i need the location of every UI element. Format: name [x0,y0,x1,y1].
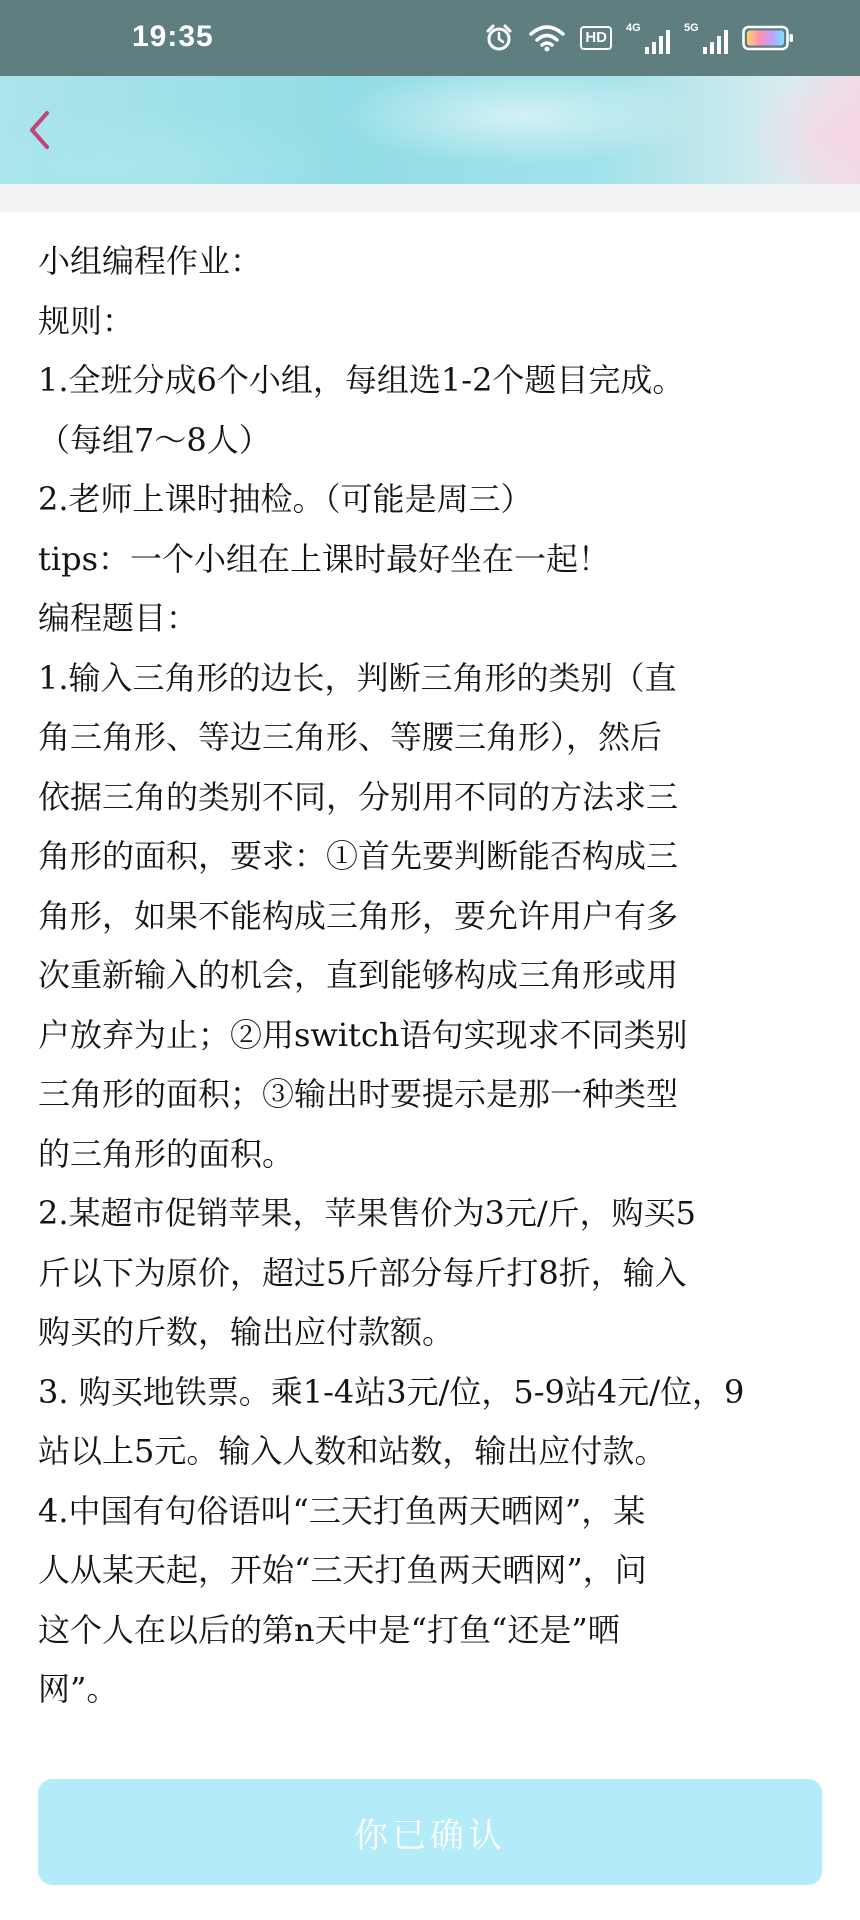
tips-line: tips：一个小组在上课时最好坐在一起！ [38,539,611,578]
topic-line: 三角形的面积；③输出时要提示是那一种类型 [38,1075,679,1113]
topic-line: 依据三角的类别不同，分别用不同的方法求三 [38,777,679,816]
topic-line: 购买的斤数，输出应付款额。 [38,1313,455,1351]
status-time: 19:35 [132,20,214,53]
topics-heading: 编程题目： [38,599,199,637]
topic-line: 网”。 [38,1670,119,1708]
wifi-icon [528,23,566,53]
signal-4g-icon [626,22,670,54]
rule-line: 1.全班分成6个小组，每组选1-2个题目完成。 [38,361,685,399]
topic-line: 斤以下为原价，超过5斤部分每斤打8折，输入 [38,1253,687,1292]
rule-line: （每组7～8人） [38,420,271,459]
topic-line: 3. 购买地铁票。乘1-4站3元/位，5-9站4元/位，9 [38,1372,745,1411]
status-icons [484,20,794,56]
battery-icon [742,25,794,51]
alarm-icon [484,23,514,53]
confirmed-button[interactable]: 你已确认 [38,1779,822,1885]
status-bar [0,0,860,76]
hd-voice-badge: HD [580,26,612,50]
signal-4g-label: 4G [626,22,641,34]
topic-line: 的三角形的面积。 [38,1134,295,1173]
topic-line: 这个人在以后的第n天中是“打鱼“还是”晒 [38,1610,620,1649]
topic-line: 角形的面积，要求：①首先要判断能否构成三 [38,837,679,875]
topic-line: 站以上5元。输入人数和站数，输出应付款。 [38,1432,667,1470]
signal-5g-icon [684,22,728,54]
topic-line: 次重新输入的机会，直到能够构成三角形或用 [38,956,679,994]
topic-line: 2.某超市促销苹果，苹果售价为3元/斤，购买5 [38,1194,697,1232]
header-divider [0,184,860,212]
signal-5g-label: 5G [684,22,699,34]
topic-line: 角形，如果不能构成三角形，要允许用户有多 [38,896,679,935]
topic-line: 户放弃为止；②用switch语句实现求不同类别 [38,1015,688,1054]
assignment-title: 小组编程作业： [38,242,263,280]
page-header [0,76,860,184]
topic-line: 角三角形、等边三角形、等腰三角形），然后 [38,718,663,756]
rules-heading: 规则： [38,301,135,340]
topic-line: 人从某天起，开始“三天打鱼两天晒网”，问 [38,1551,647,1589]
chevron-left-icon [25,108,53,152]
topic-line: 1.输入三角形的边长，判断三角形的类别（直 [38,658,677,697]
back-button[interactable] [14,102,64,158]
assignment-content [38,232,824,1720]
topic-line: 4.中国有句俗语叫“三天打鱼两天晒网”，某 [38,1491,646,1530]
rule-line: 2.老师上课时抽检。（可能是周三） [38,480,533,518]
